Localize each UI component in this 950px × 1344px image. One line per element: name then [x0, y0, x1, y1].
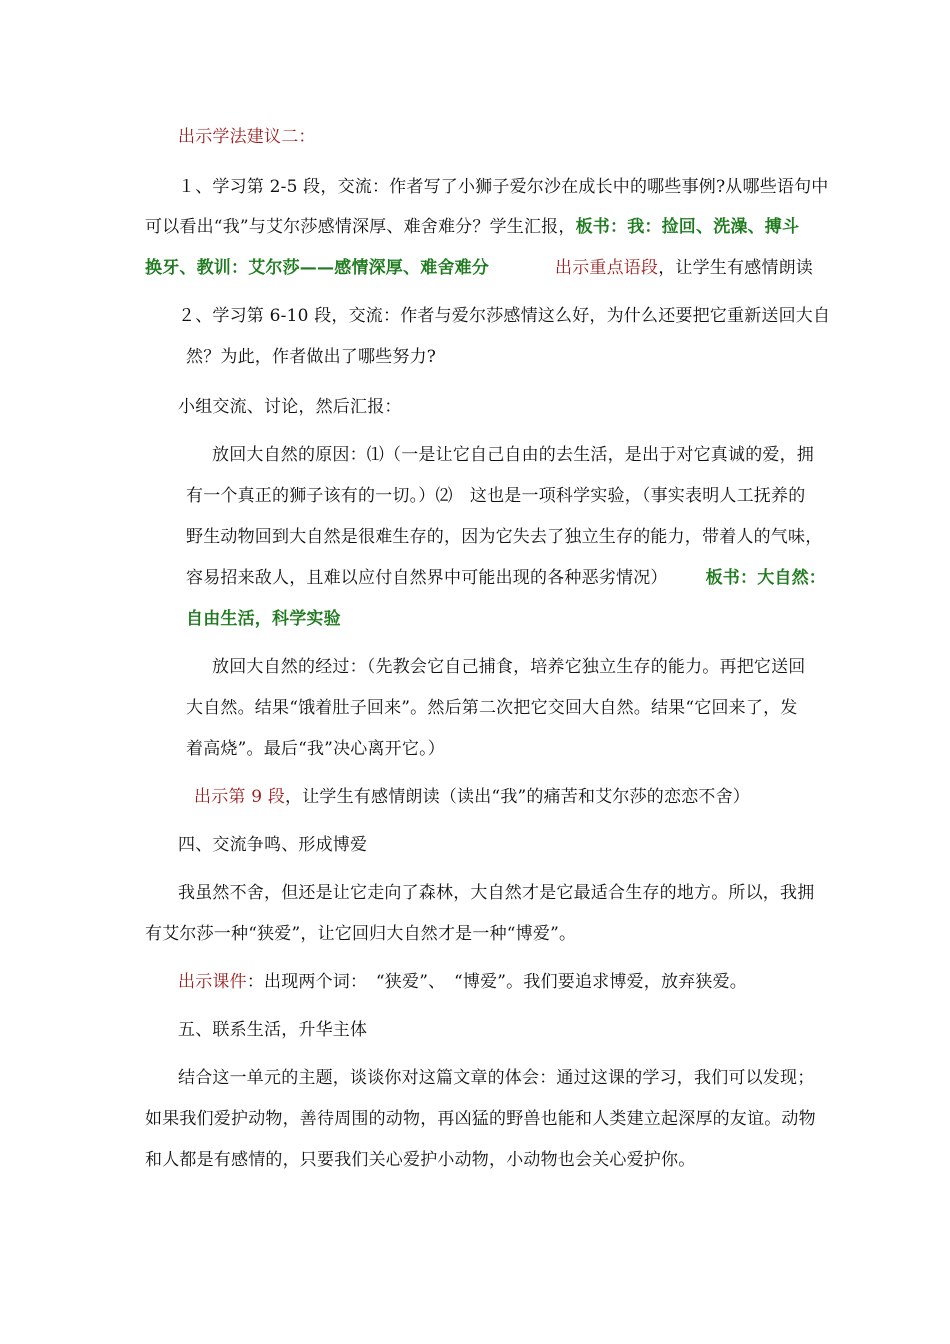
section-4-heading: 四、交流争鸣、形成博爱 [178, 835, 368, 855]
step-1-line-2 [145, 216, 799, 238]
step-1-text: 可以看出“我”与艾尔莎感情深厚、难舍难分？学生汇报， [145, 217, 576, 237]
section-5-heading: 五、联系生活，升华主体 [178, 1020, 368, 1040]
reason-line-2: 有一个真正的狮子该有的一切。）⑵ 这也是一项科学实验，（事实表明人工抚养的 [186, 486, 806, 506]
process-line-1: 放回大自然的经过：（先教会它自己捕食，培养它独立生存的能力。再把它送回 [212, 657, 806, 677]
reason-line-4 [186, 567, 826, 589]
key-passage-text: ，让学生有感情朗读 [658, 258, 814, 278]
reason-line-1: 放回大自然的原因：⑴（一是让它自己自由的去生活，是出于对它真诚的爱，拥 [212, 445, 814, 465]
courseware-text: ：出现两个词： “狭爱”、 “博爱”。我们要追求博爱，放弃狭爱。 [246, 972, 747, 992]
courseware-label: 出示课件 [178, 972, 247, 992]
study-method-heading: 出示学法建议二： [178, 127, 316, 147]
universal-love-line-1: 我虽然不舍，但还是让它走向了森林，大自然才是它最适合生存的地方。所以，我拥 [178, 883, 815, 903]
universal-love-line-2: 有艾尔莎一种“狭爱”，让它回归大自然才是一种“博爱”。 [145, 924, 577, 944]
summary-line-3: 和人都是有感情的，只要我们关心爱护小动物，小动物也会关心爱护你。 [145, 1150, 696, 1170]
paragraph-9-text: ，让学生有感情朗读（读出“我”的痛苦和艾尔莎的恋恋不舍） [285, 787, 751, 807]
step-1-line-1: １、学习第 2-5 段，交流：作者写了小狮子爱尔沙在成长中的哪些事例?从哪些语句中 [178, 177, 829, 197]
courseware-line [178, 971, 747, 993]
group-discussion: 小组交流、讨论，然后汇报： [178, 397, 402, 417]
process-line-2: 大自然。结果“饿着肚子回来”。然后第二次把它交回大自然。结果“它回来了，发 [186, 698, 798, 718]
paragraph-9-reading [194, 786, 750, 808]
summary-line-1: 结合这一单元的主题，谈谈你对这篇文章的体会：通过这课的学习，我们可以发现； [178, 1068, 815, 1088]
paragraph-9-label: 出示第 9 段 [194, 787, 286, 807]
reason-line-3: 野生动物回到大自然是很难生存的，因为它失去了独立生存的能力，带着人的气味， [186, 527, 823, 547]
summary-line-2: 如果我们爱护动物，善待周围的动物，再凶猛的野兽也能和人类建立起深厚的友谊。动物 [145, 1109, 816, 1129]
reason-text: 容易招来敌人，且难以应付自然界中可能出现的各种恶劣情况） [186, 568, 668, 588]
process-line-3: 着高烧”。最后“我”决心离开它。） [186, 739, 445, 759]
board-notes-2-cont: 自由生活，科学实验 [186, 609, 341, 629]
step-1-line-3 [145, 257, 813, 279]
step-2-line-2: 然？为此，作者做出了哪些努力? [186, 347, 437, 367]
board-notes-1-cont: 换牙、教训：艾尔莎——感情深厚、难舍难分 [145, 258, 489, 278]
board-notes-1: 板书：我：捡回、洗澡、搏斗 [575, 217, 800, 237]
board-notes-2: 板书：大自然： [705, 568, 827, 588]
step-2-line-1: ２、学习第 6-10 段，交流：作者与爱尔莎感情这么好，为什么还要把它重新送回大自 [178, 306, 831, 326]
key-passage-label: 出示重点语段 [555, 258, 659, 278]
